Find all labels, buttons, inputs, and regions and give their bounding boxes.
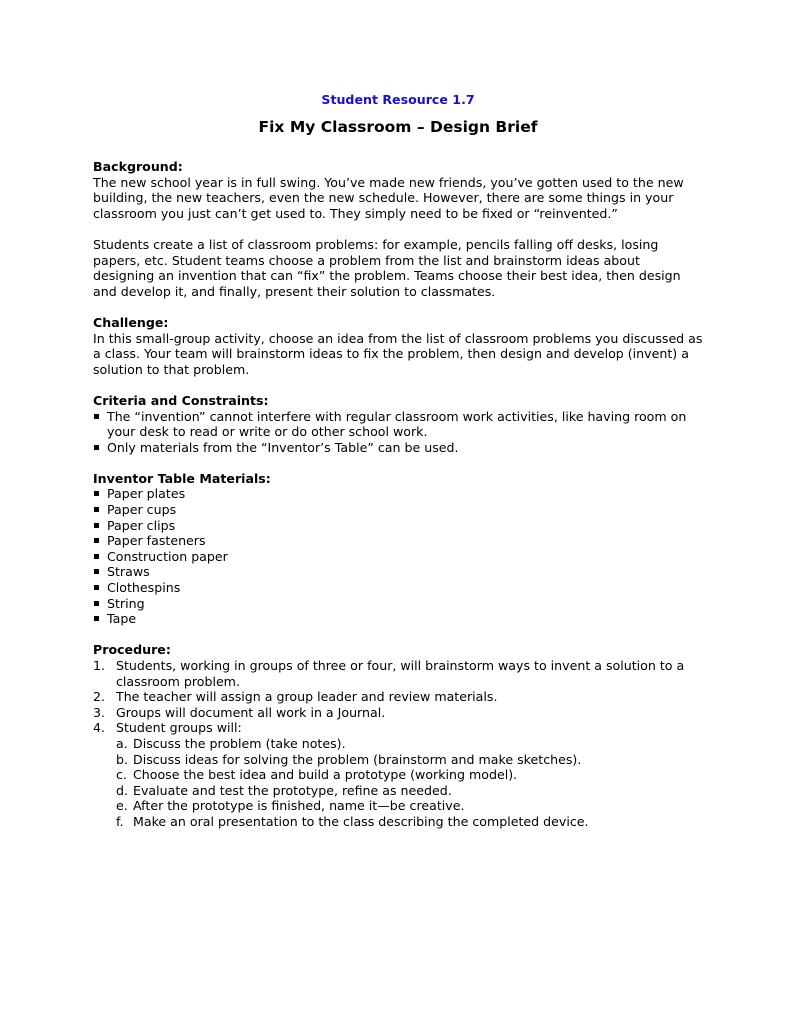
substep-letter: d. (116, 782, 128, 798)
criteria-heading: Criteria and Constraints: (93, 392, 269, 408)
list-item: Tape (93, 611, 703, 627)
procedure-step (93, 689, 703, 705)
substep-text: Discuss ideas for solving the problem (brainstorm and make sketches). (133, 751, 582, 767)
list-item: Paper cups (93, 502, 703, 518)
substep-letter: a. (116, 735, 128, 751)
materials-list (93, 486, 703, 626)
procedure-substep (116, 767, 703, 783)
substep-letter: b. (116, 751, 128, 767)
procedure-substep (116, 736, 703, 752)
resource-label: Student Resource 1.7 (321, 92, 475, 107)
procedure-substeps (93, 736, 703, 830)
challenge-paragraph: In this small-group activity, choose an idea from the list of classroom problems you discussed as a class. Your team will brainstorm ideas to fix the problem, then design and develop (invent) a solution to that problem. (93, 330, 703, 377)
challenge-heading: Challenge: (93, 314, 169, 330)
substep-text: Choose the best idea and build a prototype (working model). (133, 767, 518, 783)
list-item: String (93, 596, 703, 612)
substep-text: Make an oral presentation to the class describing the completed device. (133, 813, 589, 829)
step-text: The teacher will assign a group leader and review materials. (116, 689, 498, 705)
procedure-step (93, 658, 703, 689)
procedure-substep (116, 798, 703, 814)
procedure-substep (116, 783, 703, 799)
list-item: Clothespins (93, 580, 703, 596)
substep-text: After the prototype is finished, name it—be creative. (133, 798, 465, 814)
materials-heading: Inventor Table Materials: (93, 470, 271, 486)
substep-text: Discuss the problem (take notes). (133, 735, 346, 751)
procedure-substep (116, 814, 703, 830)
list-item: Only materials from the “Inventor’s Table” can be used. (93, 440, 703, 456)
list-item: Paper plates (93, 486, 703, 502)
procedure-step (93, 705, 703, 721)
list-item: Paper clips (93, 518, 703, 534)
background-paragraph-2: Students create a list of classroom problems: for example, pencils falling off desks, losing papers, etc. Student teams choose a problem from the list and brainstorm ideas about designing an invention that can “fix” the problem. Teams choose their best idea, then design and develop it, and finally, present their solution to classmates. (93, 236, 681, 299)
list-item: The “invention” cannot interfere with regular classroom work activities, like having room on your desk to read or write or do other school work. (93, 409, 703, 440)
step-number: 3. (93, 704, 106, 720)
step-text: Groups will document all work in a Journal. (116, 704, 386, 720)
procedure-heading: Procedure: (93, 642, 171, 658)
substep-text: Evaluate and test the prototype, refine as needed. (133, 782, 452, 798)
list-item: Straws (93, 564, 703, 580)
criteria-section (93, 393, 703, 455)
substep-letter: c. (116, 767, 127, 783)
background-section (93, 159, 703, 299)
step-text: Student groups will: (116, 720, 242, 736)
procedure-section (93, 642, 703, 829)
procedure-substep (116, 752, 703, 768)
materials-section (93, 471, 703, 627)
list-item: Construction paper (93, 549, 703, 565)
procedure-list (93, 658, 703, 736)
procedure-step (93, 720, 703, 736)
challenge-section (93, 315, 703, 377)
step-number: 2. (93, 689, 106, 705)
substep-letter: f. (116, 813, 124, 829)
step-number: 4. (93, 720, 106, 736)
list-item: Paper fasteners (93, 533, 703, 549)
background-paragraph-1: The new school year is in full swing. You’ve made new friends, you’ve gotten used to the new building, the new teachers, even the new schedule. However, there are some things in your classroom you just can’t get used to. They simply need to be fixed or “reinvented.” (93, 174, 684, 221)
document-page (93, 92, 703, 830)
page-title: Fix My Classroom – Design Brief (258, 118, 538, 136)
step-number: 1. (93, 658, 106, 673)
background-heading: Background: (93, 159, 183, 174)
criteria-list (93, 409, 703, 456)
substep-letter: e. (116, 798, 128, 814)
step-text: Students, working in groups of three or four, will brainstorm ways to invent a solution to a classroom problem. (116, 658, 685, 689)
